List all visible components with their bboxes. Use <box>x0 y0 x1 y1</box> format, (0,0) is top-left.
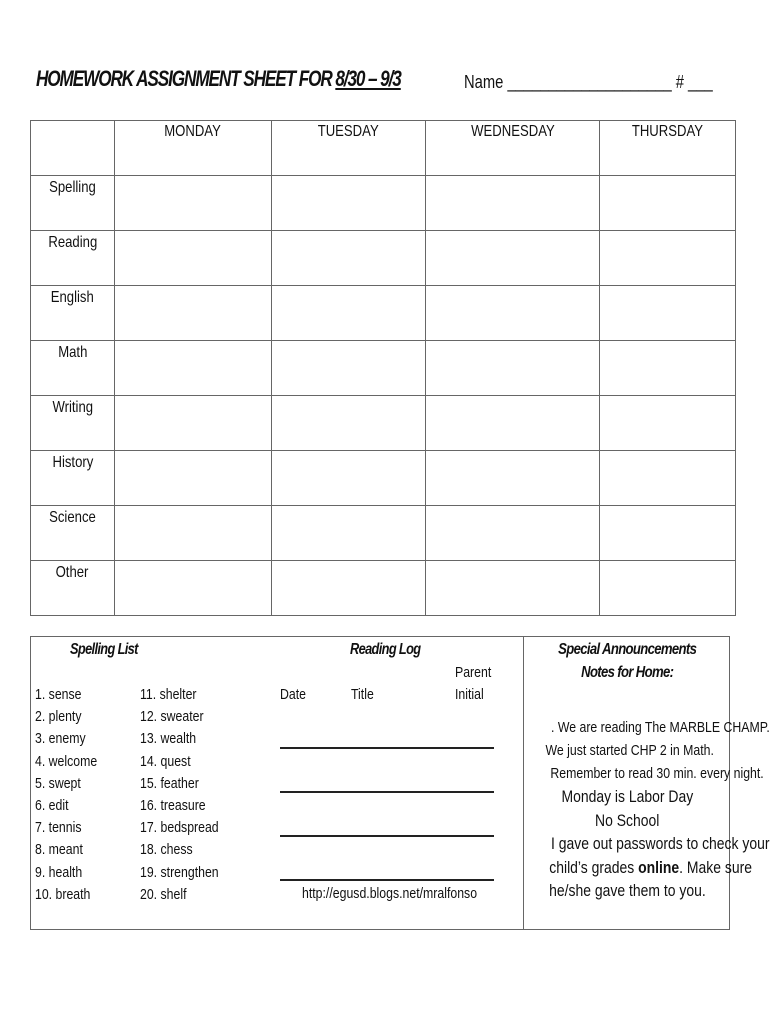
name-field-line[interactable]: Name ____________________ # ___ <box>464 72 713 92</box>
spelling-word: 15. feather <box>140 774 199 792</box>
spelling-word: 8. meant <box>35 841 83 859</box>
assignment-cell[interactable] <box>600 396 736 451</box>
teacher-blog-url[interactable]: http://egusd.blogs.net/mralfonso <box>302 885 478 902</box>
assignment-cell[interactable] <box>426 286 600 341</box>
day-header-monday: MONDAY <box>115 121 272 176</box>
spelling-word: 2. plenty <box>35 708 82 726</box>
assignment-cell[interactable] <box>115 341 272 396</box>
spelling-word: 14. quest <box>140 752 191 770</box>
spelling-word: 4. welcome <box>35 752 98 770</box>
spelling-word: 3. enemy <box>35 730 86 748</box>
reading-log-col-parent: Parent <box>455 664 492 681</box>
day-header-wednesday: WEDNESDAY <box>426 121 600 176</box>
assignment-cell[interactable] <box>115 176 272 231</box>
assignment-cell[interactable] <box>600 176 736 231</box>
assignment-cell[interactable] <box>272 451 426 506</box>
announcement-line: Remember to read 30 min. every night. <box>550 765 764 782</box>
day-header-thursday: THURSDAY <box>600 121 736 176</box>
subject-label: English <box>31 286 115 341</box>
assignment-cell[interactable] <box>426 396 600 451</box>
spelling-word: 11. shelter <box>140 686 197 703</box>
subject-row <box>31 396 736 451</box>
announcement-line: I gave out passwords to check your <box>550 834 770 853</box>
announcements-heading: Special Announcements <box>557 641 697 658</box>
reading-log-col-date: Date <box>280 686 306 703</box>
spelling-word: 19. strengthen <box>140 863 219 881</box>
spelling-word: 18. chess <box>140 841 193 859</box>
assignment-cell[interactable] <box>115 396 272 451</box>
subject-label: Math <box>31 341 115 396</box>
online-emphasis: online <box>638 857 680 877</box>
subject-label: Reading <box>31 231 115 286</box>
day-header-tuesday: TUESDAY <box>272 121 426 176</box>
spelling-word: 13. wealth <box>140 730 197 748</box>
day-header-row <box>31 121 736 176</box>
announcement-line: We just started CHP 2 in Math. <box>545 742 714 759</box>
spelling-word: 20. shelf <box>140 885 187 903</box>
subject-label: Spelling <box>31 176 115 231</box>
subject-row <box>31 231 736 286</box>
assignment-cell[interactable] <box>426 176 600 231</box>
assignment-cell[interactable] <box>600 451 736 506</box>
spelling-word: 1. sense <box>35 686 82 703</box>
assignment-cell[interactable] <box>426 561 600 616</box>
assignment-cell[interactable] <box>426 341 600 396</box>
assignment-cell[interactable] <box>115 561 272 616</box>
subject-label: History <box>31 451 115 506</box>
assignment-cell[interactable] <box>115 286 272 341</box>
announcement-line: No School <box>594 810 660 830</box>
spelling-word: 17. bedspread <box>140 819 219 837</box>
assignment-cell[interactable] <box>426 506 600 561</box>
title-dates: 8/30 – 9/3 <box>335 66 401 91</box>
reading-log-entry-line[interactable] <box>280 879 494 881</box>
reading-log-col-title: Title <box>351 686 374 703</box>
announcement-line: . We are reading The MARBLE CHAMP. <box>551 719 770 736</box>
assignment-cell[interactable] <box>600 231 736 286</box>
weekly-assignment-table <box>30 120 736 616</box>
assignment-cell[interactable] <box>272 506 426 561</box>
assignment-cell[interactable] <box>272 231 426 286</box>
subject-label: Other <box>31 561 115 616</box>
assignment-cell[interactable] <box>600 341 736 396</box>
spelling-word: 9. health <box>35 863 83 881</box>
notes-for-home-heading: Notes for Home: <box>580 664 674 681</box>
announcement-line: Monday is Labor Day <box>561 787 693 806</box>
title-prefix: HOMEWORK ASSIGNMENT SHEET FOR <box>36 66 336 91</box>
subject-row <box>31 561 736 616</box>
spelling-word: 7. tennis <box>35 819 82 837</box>
sheet-title <box>36 66 401 92</box>
assignment-cell[interactable] <box>600 506 736 561</box>
assignment-cell[interactable] <box>272 176 426 231</box>
corner-cell <box>31 121 115 176</box>
announcement-line: he/she gave them to you. <box>548 881 706 900</box>
assignment-cell[interactable] <box>115 231 272 286</box>
spelling-word: 16. treasure <box>140 797 206 815</box>
spelling-word: 10. breath <box>35 885 91 903</box>
assignment-cell[interactable] <box>272 286 426 341</box>
spelling-word: 6. edit <box>35 797 69 815</box>
reading-log-entry-line[interactable] <box>280 835 494 837</box>
subject-row <box>31 506 736 561</box>
subject-row <box>31 286 736 341</box>
subject-row <box>31 341 736 396</box>
subject-label: Science <box>31 506 115 561</box>
assignment-cell[interactable] <box>115 451 272 506</box>
subject-row <box>31 451 736 506</box>
assignment-cell[interactable] <box>426 231 600 286</box>
assignment-cell[interactable] <box>272 561 426 616</box>
spelling-words-column-2 <box>140 684 236 906</box>
subject-label: Writing <box>31 396 115 451</box>
reading-log-entry-line[interactable] <box>280 791 494 793</box>
section-divider <box>523 636 524 930</box>
spelling-word: 12. sweater <box>140 708 204 726</box>
assignment-cell[interactable] <box>600 561 736 616</box>
reading-log-heading: Reading Log <box>350 641 421 658</box>
announcements-body <box>527 716 770 903</box>
announcement-line: child’s grades online. Make sure <box>549 857 752 877</box>
assignment-cell[interactable] <box>600 286 736 341</box>
assignment-cell[interactable] <box>426 451 600 506</box>
spelling-word: 5. swept <box>35 774 81 792</box>
spelling-words-column-1 <box>35 684 111 906</box>
assignment-cell[interactable] <box>272 396 426 451</box>
assignment-cell[interactable] <box>115 506 272 561</box>
reading-log-entry-line[interactable] <box>280 747 494 749</box>
assignment-cell[interactable] <box>272 341 426 396</box>
reading-log-col-initial: Initial <box>455 686 484 703</box>
subject-row <box>31 176 736 231</box>
spelling-list-heading: Spelling List <box>70 641 138 658</box>
